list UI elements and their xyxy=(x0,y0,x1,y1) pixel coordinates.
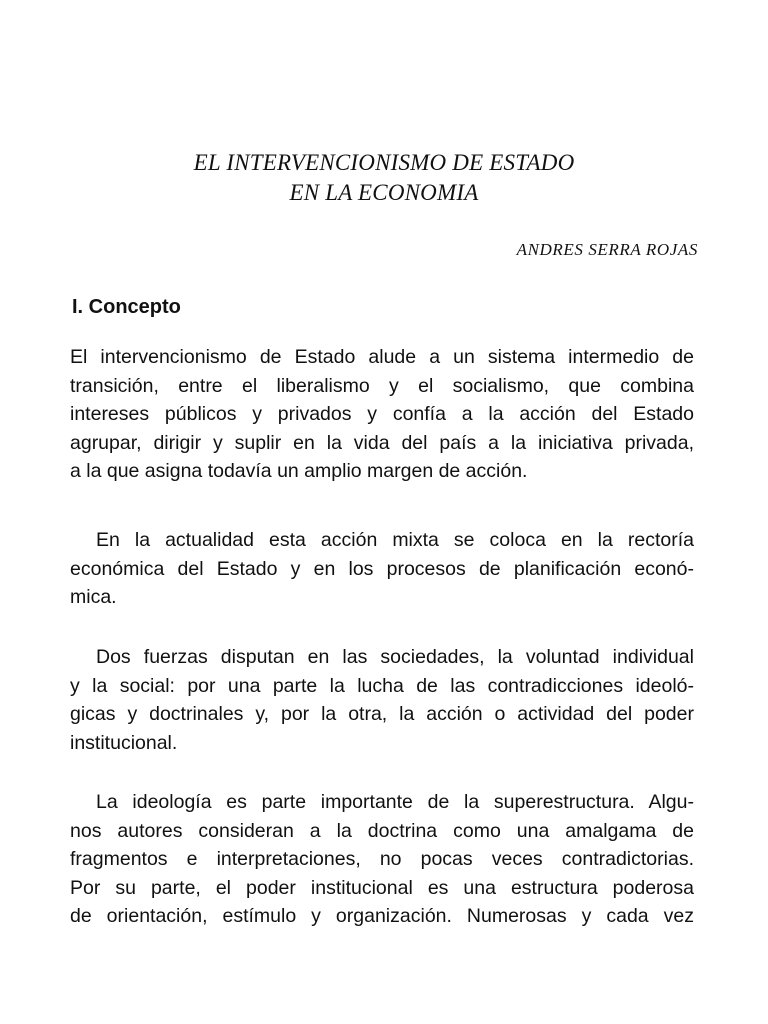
paragraph-line: económica del Estado y en los procesos de planificación econó- xyxy=(70,557,694,580)
paragraph-line: fragmentos e interpretaciones, no pocas veces contradictorias. xyxy=(70,848,694,870)
paragraph-line: nos autores consideran a la doctrina como una amalgama de xyxy=(70,819,694,842)
paragraph-line: Por su parte, el poder institucional es una estructura poderosa xyxy=(70,876,694,899)
paragraph-line: mica. xyxy=(70,586,117,608)
paragraph-2 xyxy=(70,526,694,612)
paragraph-line: a la que asigna todavía un amplio margen de acción. xyxy=(70,460,528,482)
author-name: ANDRES SERRA ROJAS xyxy=(516,240,698,259)
paragraph-line: Dos fuerzas disputan en las sociedades, la voluntad individual xyxy=(96,646,694,668)
paragraph-line: La ideología es parte importante de la superestructura. Algu- xyxy=(96,791,694,813)
paragraph-line: agrupar, dirigir y suplir en la vida del país a la iniciativa privada, xyxy=(70,431,694,454)
paragraph-line: En la actualidad esta acción mixta se coloca en la rectoría xyxy=(96,529,694,551)
paragraph-line: intereses públicos y privados y confía a la acción del Estado xyxy=(70,403,694,425)
paragraph-line: El intervencionismo de Estado alude a un sistema intermedio de xyxy=(70,346,694,368)
paragraph-3 xyxy=(70,643,694,757)
paragraph-line: de orientación, estímulo y organización. Numerosas y cada vez xyxy=(70,905,694,927)
paragraph-1 xyxy=(70,343,694,486)
document-title-line-2: EN LA ECONOMIA xyxy=(289,180,479,205)
document-title-line-1: EL INTERVENCIONISMO DE ESTADO xyxy=(193,150,575,175)
paragraph-line: gicas y doctrinales y, por la otra, la acción o actividad del poder xyxy=(70,703,694,725)
paragraph-line: institucional. xyxy=(70,731,178,754)
section-heading: I. Concepto xyxy=(72,296,181,318)
paragraph-line: transición, entre el liberalismo y el socialismo, que combina xyxy=(70,374,694,397)
paragraph-4 xyxy=(70,788,694,931)
paragraph-line: y la social: por una parte la lucha de las contradicciones ideoló- xyxy=(70,674,694,697)
